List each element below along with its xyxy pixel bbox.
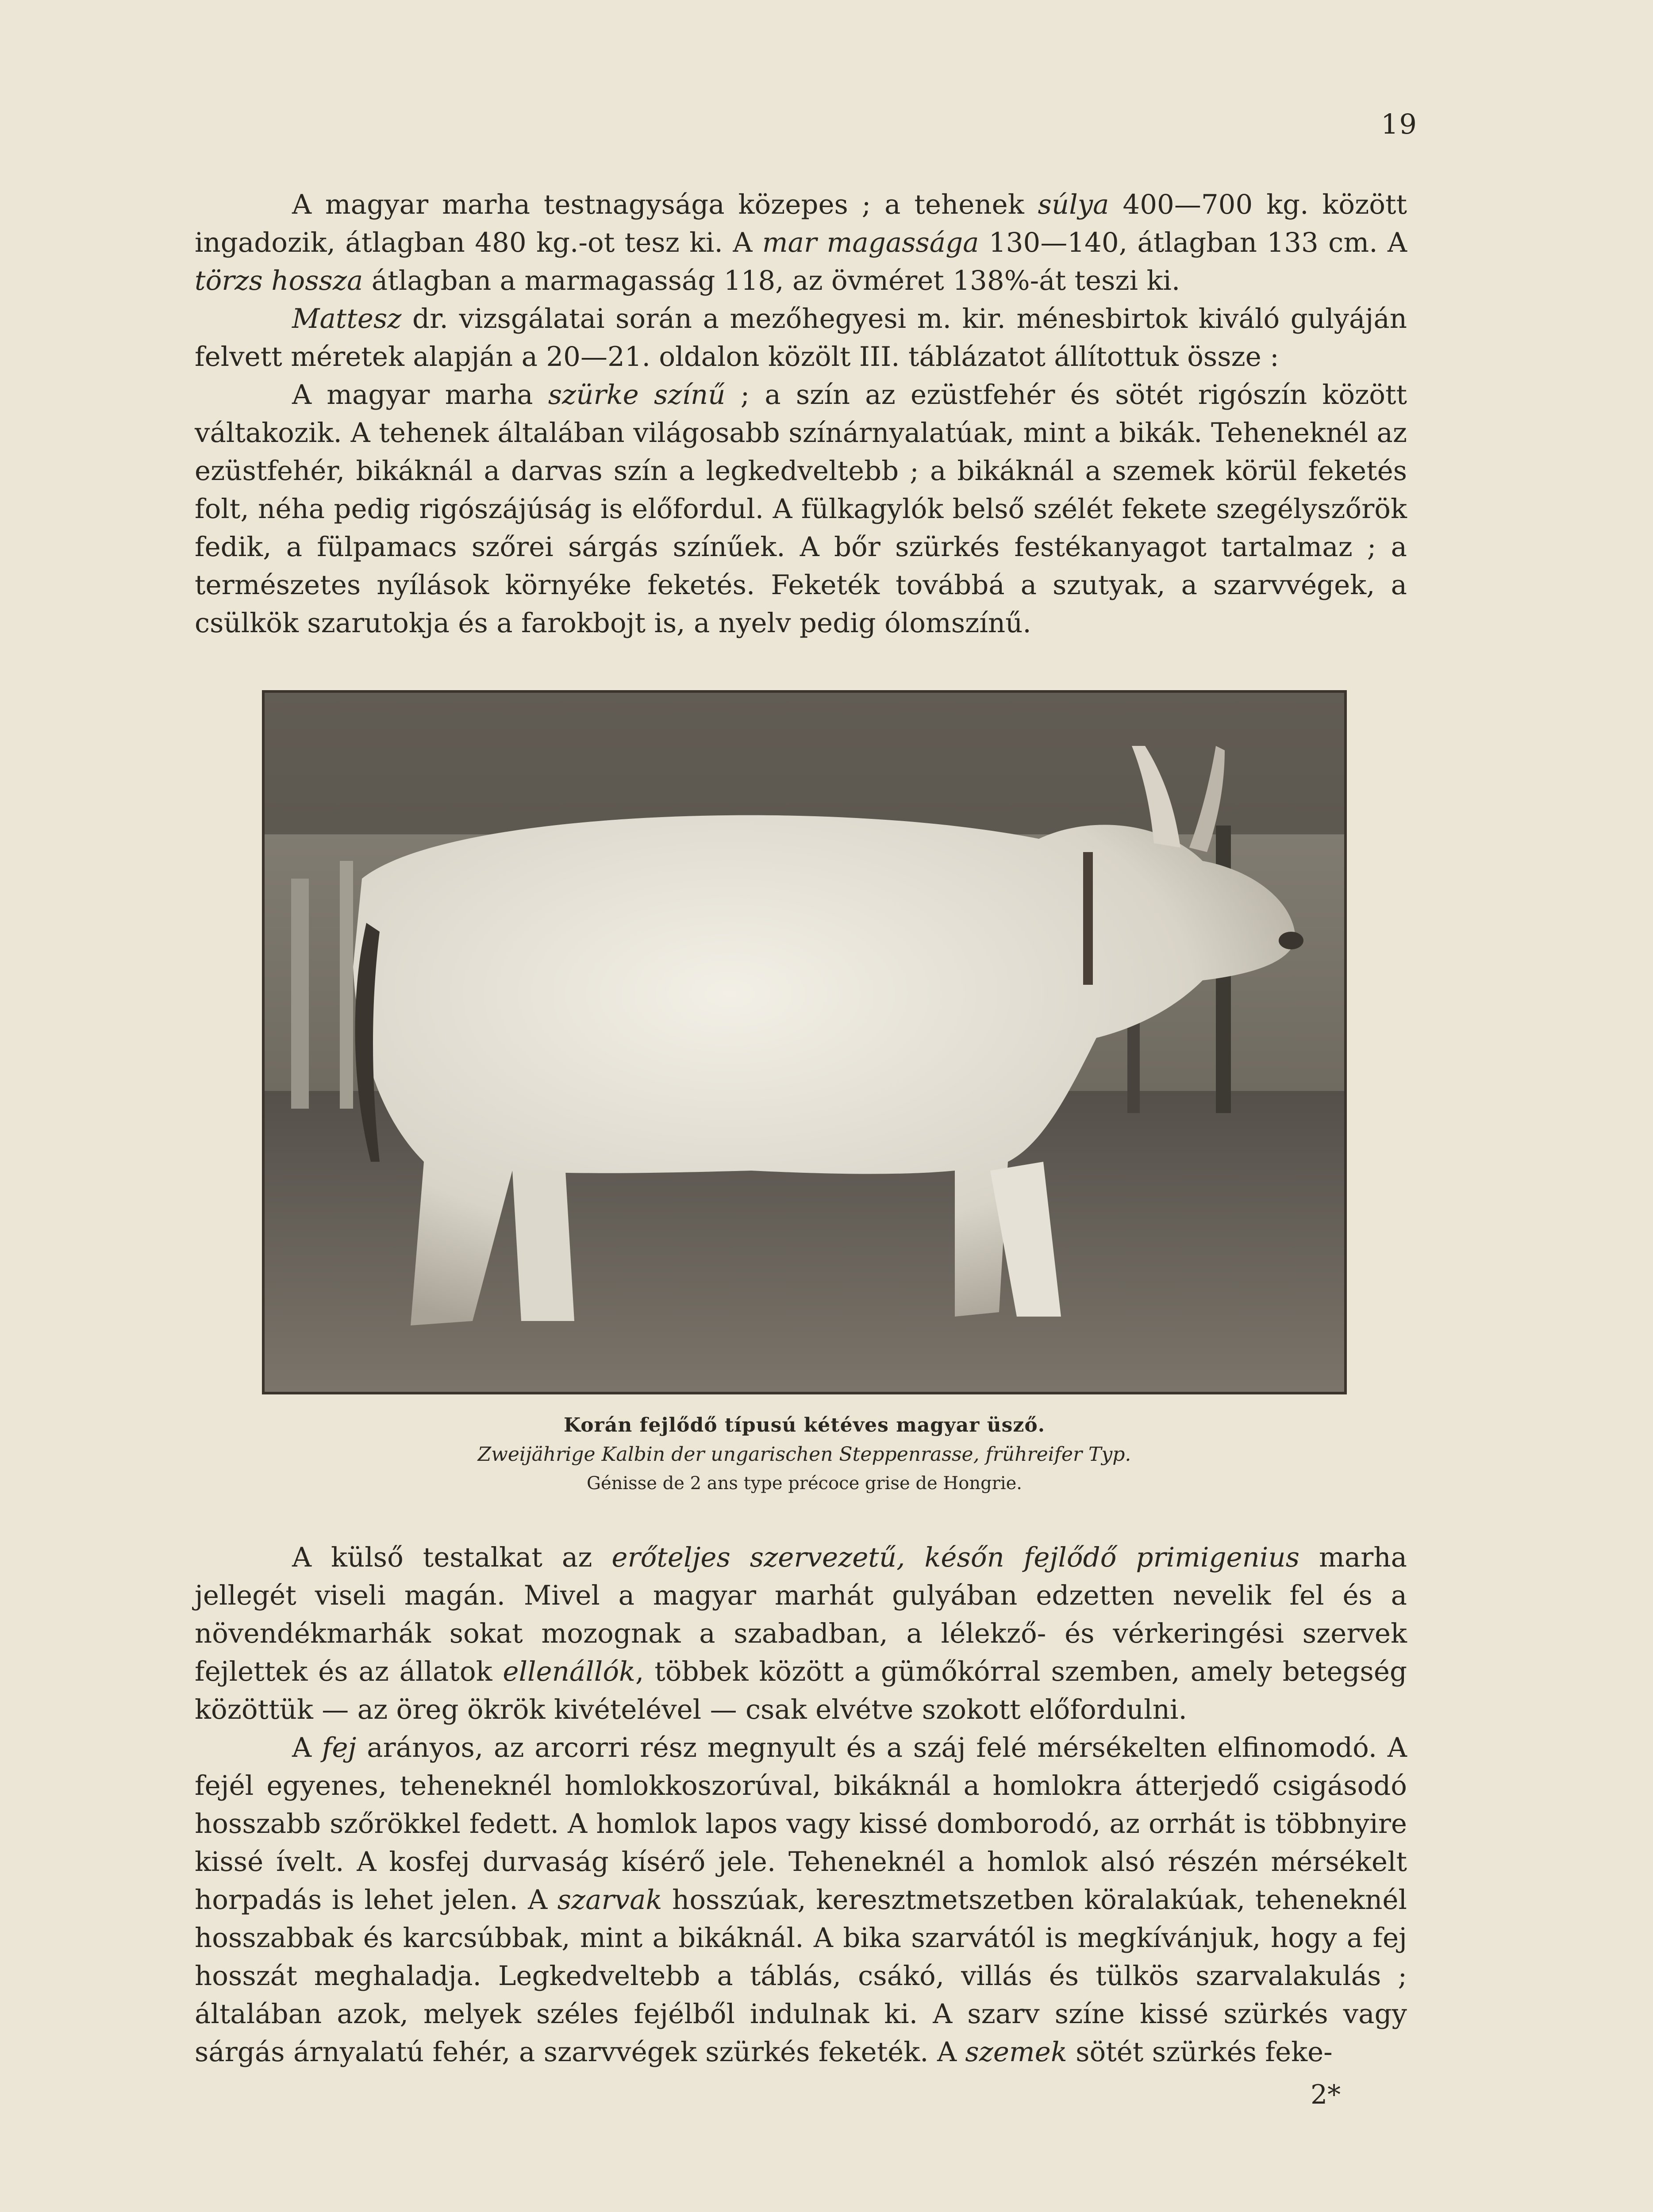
caption-german: Zweijährige Kalbin der ungarischen Steppenrasse, frühreifer Typ. (477, 1443, 1131, 1466)
paragraph: A fej arányos, az arcorri rész megnyult és a száj felé mérsékelten elfinomodó. A fejél egyenes, teheneknél homlokkoszorúval, bikáknál a homlokra átterjedő csigásodó hosszabb szőrökkel fedett. A homlok lapos vagy kissé domborodó, az orrhát is többnyire kissé ívelt. A kosfej durvaság kísérő jele. Teheneknél a homlok alsó részén mérsékelt horpadás is lehet jelen. A szarvak hosszúak, keresztmetszetben köralakúak, teheneknél hosszabbak és karcsúbbak, mint a bikáknál. A bika szarvától is megkívánjuk, hogy a fej hosszát meghaladja. Legkedveltebb a táblás, csákó, villás és tülkös szarvalakulás ; általában azok, melyek széles fejélből indulnak ki. A szarv színe kissé szürkés vagy sárgás árnyalatú fehér, a szarvvégek szürkés feketék. A szemek sötét szürkés feke- (195, 1732, 1407, 2068)
figure-photo (262, 690, 1347, 1394)
paragraph: A magyar marha testnagysága közepes ; a tehenek súlya 400—700 kg. között ingadozik, átlagban 480 kg.-ot tesz ki. A mar magassága 130—140, átlagban 133 cm. A törzs hossza átlagban a marmagasság 118, az övméret 138%-át teszi ki. (195, 189, 1407, 296)
page-number: 19 (1381, 108, 1418, 140)
caption-french: Génisse de 2 ans type précoce grise de Hongrie. (586, 1473, 1023, 1494)
cattle-photo (265, 693, 1344, 1392)
signature-mark: 2* (1311, 2079, 1341, 2110)
paragraph: A külső testalkat az erőteljes szervezetű, későn fejlődő primigenius marha jellegét viseli magán. Mivel a magyar marhát gulyában edzetten nevelik fel és a növendékmarhák sokat mozognak a szabadban, a lélekző- és vérkeringési szervek fejlettek és az állatok ellenállók, többek között a gümőkórral szemben, amely betegség közöttük — az öreg ökrök kivételével — csak elvétve szokott előfordulni. (195, 1542, 1407, 1725)
top-text-block (195, 186, 1407, 642)
paragraph: Mattesz dr. vizsgálatai során a mezőhegyesi m. kir. ménesbirtok kiváló gulyáján felvett méretek alapján a 20—21. oldalon közölt III. táblázatot állítottuk össze : (195, 303, 1407, 373)
caption-hungarian: Korán fejlődő típusú kétéves magyar üsző. (563, 1414, 1046, 1436)
bottom-text-block (195, 1539, 1407, 2071)
paragraph: A magyar marha szürke színű ; a szín az ezüstfehér és sötét rigószín között váltakozik. A tehenek általában világosabb színárnyalatúak, mint a bikák. Teheneknél az ezüstfehér, bikáknál a darvas szín a legkedveltebb ; a bikáknál a szemek körül feketés folt, néha pedig rigószájúság is előfordul. A fülkagylók belső szélét fekete szegélyszőrök fedik, a fülpamacs szőrei sárgás színűek. A bőr szürkés festékanyagot tartalmaz ; a természetes nyílások környéke feketés. Feketék továbbá a szutyak, a szarvvégek, a csülkök szarutokja és a farokbojt is, a nyelv pedig ólomszínű. (195, 379, 1407, 639)
